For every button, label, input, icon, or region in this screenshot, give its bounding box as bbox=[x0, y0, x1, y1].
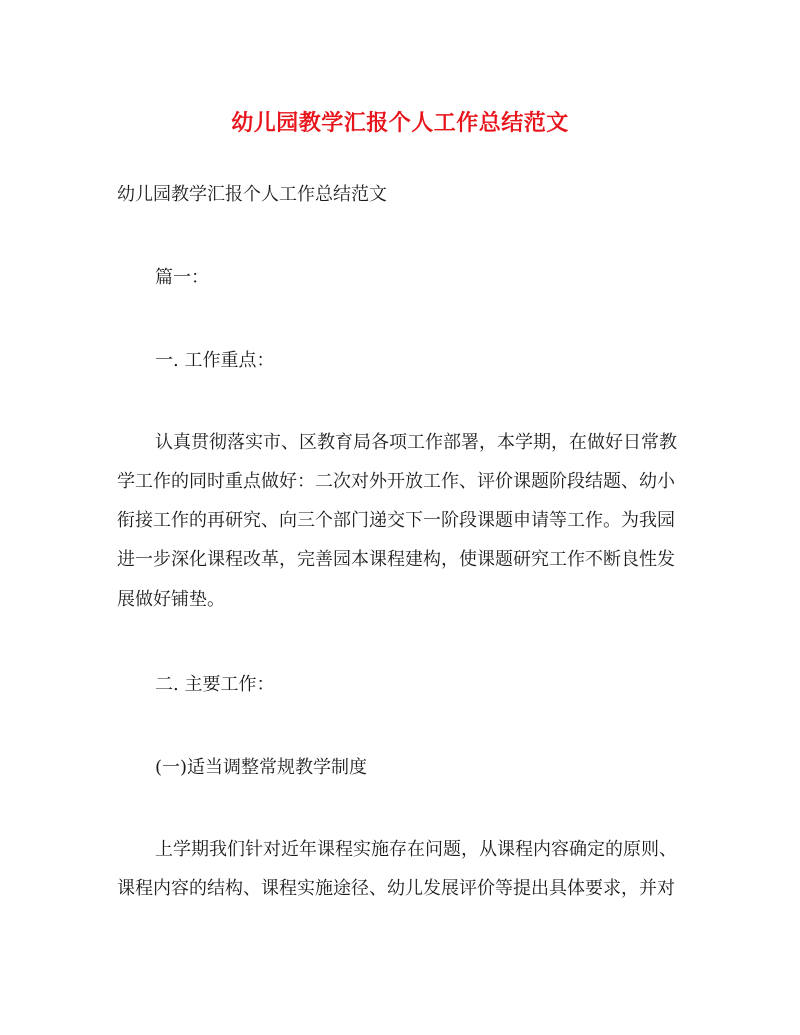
document-title: 幼儿园教学汇报个人工作总结范文 bbox=[231, 110, 569, 136]
section-label: 篇一： bbox=[155, 267, 209, 288]
paragraph-line: 认真贯彻落实市、区教育局各项工作部署，本学期，在做好日常教 bbox=[155, 432, 677, 453]
heading-main-work: 二. 主要工作： bbox=[155, 674, 275, 695]
paragraph-line: 衔接工作的再研究、向三个部门递交下一阶段课题申请等工作。为我园 bbox=[117, 510, 675, 531]
subheading-teaching-system: (一)适当调整常规教学制度 bbox=[155, 757, 368, 778]
paragraph-line: 上学期我们针对近年课程实施存在问题，从课程内容确定的原则、 bbox=[155, 839, 677, 860]
document-subtitle: 幼儿园教学汇报个人工作总结范文 bbox=[117, 184, 387, 205]
paragraph-line: 展做好铺垫。 bbox=[117, 589, 225, 610]
paragraph-line: 学工作的同时重点做好：二次对外开放工作、评价课题阶段结题、幼小 bbox=[117, 471, 675, 492]
paragraph-line: 课程内容的结构、课程实施途径、幼儿发展评价等提出具体要求，并对 bbox=[117, 878, 675, 899]
heading-work-focus: 一. 工作重点： bbox=[155, 350, 275, 371]
paragraph-line: 进一步深化课程改革，完善园本课程建构，使课题研究工作不断良性发 bbox=[117, 549, 675, 570]
